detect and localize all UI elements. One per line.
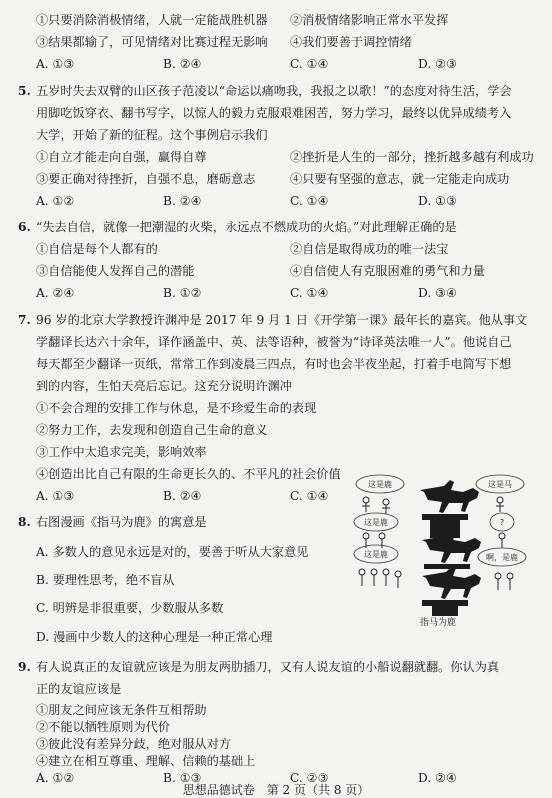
q7-stem-line3: 每天都至少翻译一页纸，常常工作到凌晨三四点，有时也会半夜坐起，打着手电筒写下想 [36,357,512,371]
q9-stem-line2: 正的友谊应该是 [36,682,122,696]
q4-statement-4: ④我们要善于调控情绪 [290,35,412,49]
q9-statement-1: ①朋友之间应该无条件互相帮助 [36,703,207,717]
page-footer: 思想品德试卷 第 2 页（共 8 页） [182,783,370,797]
q4-statement-2: ②消极情绪影响正常水平发挥 [290,13,449,27]
q8-number: 8. [18,515,31,529]
cartoon-pointing-horse-as-deer [352,472,532,630]
q5-statement-2: ②挫折是人生的一部分，挫折越多越有利成功 [290,150,534,164]
bubble-text: 这是鹿 [364,550,388,559]
q5-option-d: D. ①③ [418,194,457,208]
q6-statement-1: ①自信是每个人都有的 [36,242,158,256]
q5-option-a: A. ①② [36,194,75,208]
q7-number: 7. [18,313,31,327]
q5-statement-3: ③要正确对待挫折，自强不息，磨砺意志 [36,172,256,186]
q7-stem-line1: 96 岁的北京大学教授许渊冲是 2017 年 9 月 1 日《开学第一课》最年长的嘉宾。他从事文 [36,313,528,327]
q7-statement-2: ②努力工作，去发现和创造自己生命的意义 [36,423,268,437]
q5-option-c: C. ①④ [290,194,329,208]
q9-option-d: D. ②④ [418,771,457,785]
q5-stem-line3: 大学，开始了新的征程。这个事例启示我们 [36,128,268,142]
q4-option-a: A. ①③ [36,57,75,71]
q7-statement-1: ①不会合理的安排工作与休息，是不珍爱生命的表现 [36,401,317,415]
q7-statement-3: ③工作中太追求完美，影响效率 [36,445,207,459]
q4-option-d: D. ②③ [418,57,457,71]
bubble-text: ? [499,518,505,527]
q8-option-b: B. 要理性思考，绝不盲从 [36,573,175,587]
q7-option-b: B. ②④ [163,489,202,503]
q7-statement-4: ④创造出比自己有限的生命更长久的、不平凡的社会价值 [36,467,341,481]
q7-option-c: C. ①④ [290,489,329,503]
q6-statement-2: ②自信是取得成功的唯一法宝 [290,242,449,256]
q9-option-a: A. ①② [36,771,75,785]
q9-statement-3: ③彼此没有差异分歧，绝对服从对方 [36,737,231,751]
q8-stem-line1: 右图漫画《指马为鹿》的寓意是 [36,515,207,529]
q9-statement-2: ②不能以牺牲原则为代价 [36,720,171,734]
q6-option-d: D. ③④ [418,286,457,300]
q6-option-c: C. ①④ [290,286,329,300]
q5-stem-line1: 五岁时失去双臂的山区孩子范凌以“命运以痛吻我，我报之以歌！”的态度对待生活，学会 [36,84,512,98]
q5-statement-4: ④只要有坚强的意志，就一定能走向成功 [290,172,510,186]
bubble-text: 这是鹿 [368,480,392,489]
q8-option-a: A. 多数人的意见永远是对的，要善于听从大家意见 [36,545,309,559]
q9-statement-4: ④建立在相互尊重、理解、信赖的基础上 [36,754,256,768]
q5-statement-1: ①自立才能走向自强，赢得自尊 [36,150,207,164]
q8-option-c: C. 明辨是非很重要，少数服从多数 [36,601,224,615]
bubble-text: 这是鹿 [364,518,388,527]
q9-number: 9. [18,660,31,674]
q5-option-b: B. ②④ [163,194,202,208]
q7-stem-line2: 学翻译长达六十余年，译作涵盖中、英、法等语种，被誉为“诗译英法唯一人”。他说自己 [36,335,512,349]
q4-option-c: C. ①④ [290,57,329,71]
q8-option-d: D. 漫画中少数人的这种心理是一种正常心理 [36,630,273,644]
q6-statement-4: ④自信使人有克服困难的勇气和力量 [290,264,485,278]
cartoon-caption: 指马为鹿 [420,618,457,628]
q6-number: 6. [18,220,31,234]
q5-stem-line2: 用脚吃饭穿衣、翻书写字，以惊人的毅力克服艰难困苦，努力学习，最终以优异成绩考入 [36,106,512,120]
q6-option-a: A. ②④ [36,286,75,300]
q9-option-c: C. ②③ [290,771,329,785]
q6-statement-3: ③自信能使人发挥自己的潜能 [36,264,195,278]
bubble-text: 啊，是鹿 [486,553,518,562]
q9-stem-line1: 有人说真正的友谊就应该是为朋友两肋插刀，又有人说友谊的小船说翻就翻。你认为真 [36,660,500,674]
bubble-text: 这是马 [488,480,512,489]
q6-stem-line1: “失去自信，就像一把潮湿的火柴，永远点不燃成功的火焰。”对此理解正确的是 [36,220,457,234]
q9-option-b: B. ①③ [163,771,202,785]
q6-option-b: B. ①② [163,286,202,300]
q7-option-a: A. ①③ [36,489,75,503]
q7-stem-line4: 到的内容，生怕天亮后忘记。这充分说明许渊冲 [36,379,292,393]
q4-statement-1: ①只要消除消极情绪，人就一定能战胜机器 [36,13,268,27]
q4-option-b: B. ②④ [163,57,202,71]
q5-number: 5. [18,84,31,98]
q4-statement-3: ③结果都输了，可见情绪对比赛过程无影响 [36,35,268,49]
